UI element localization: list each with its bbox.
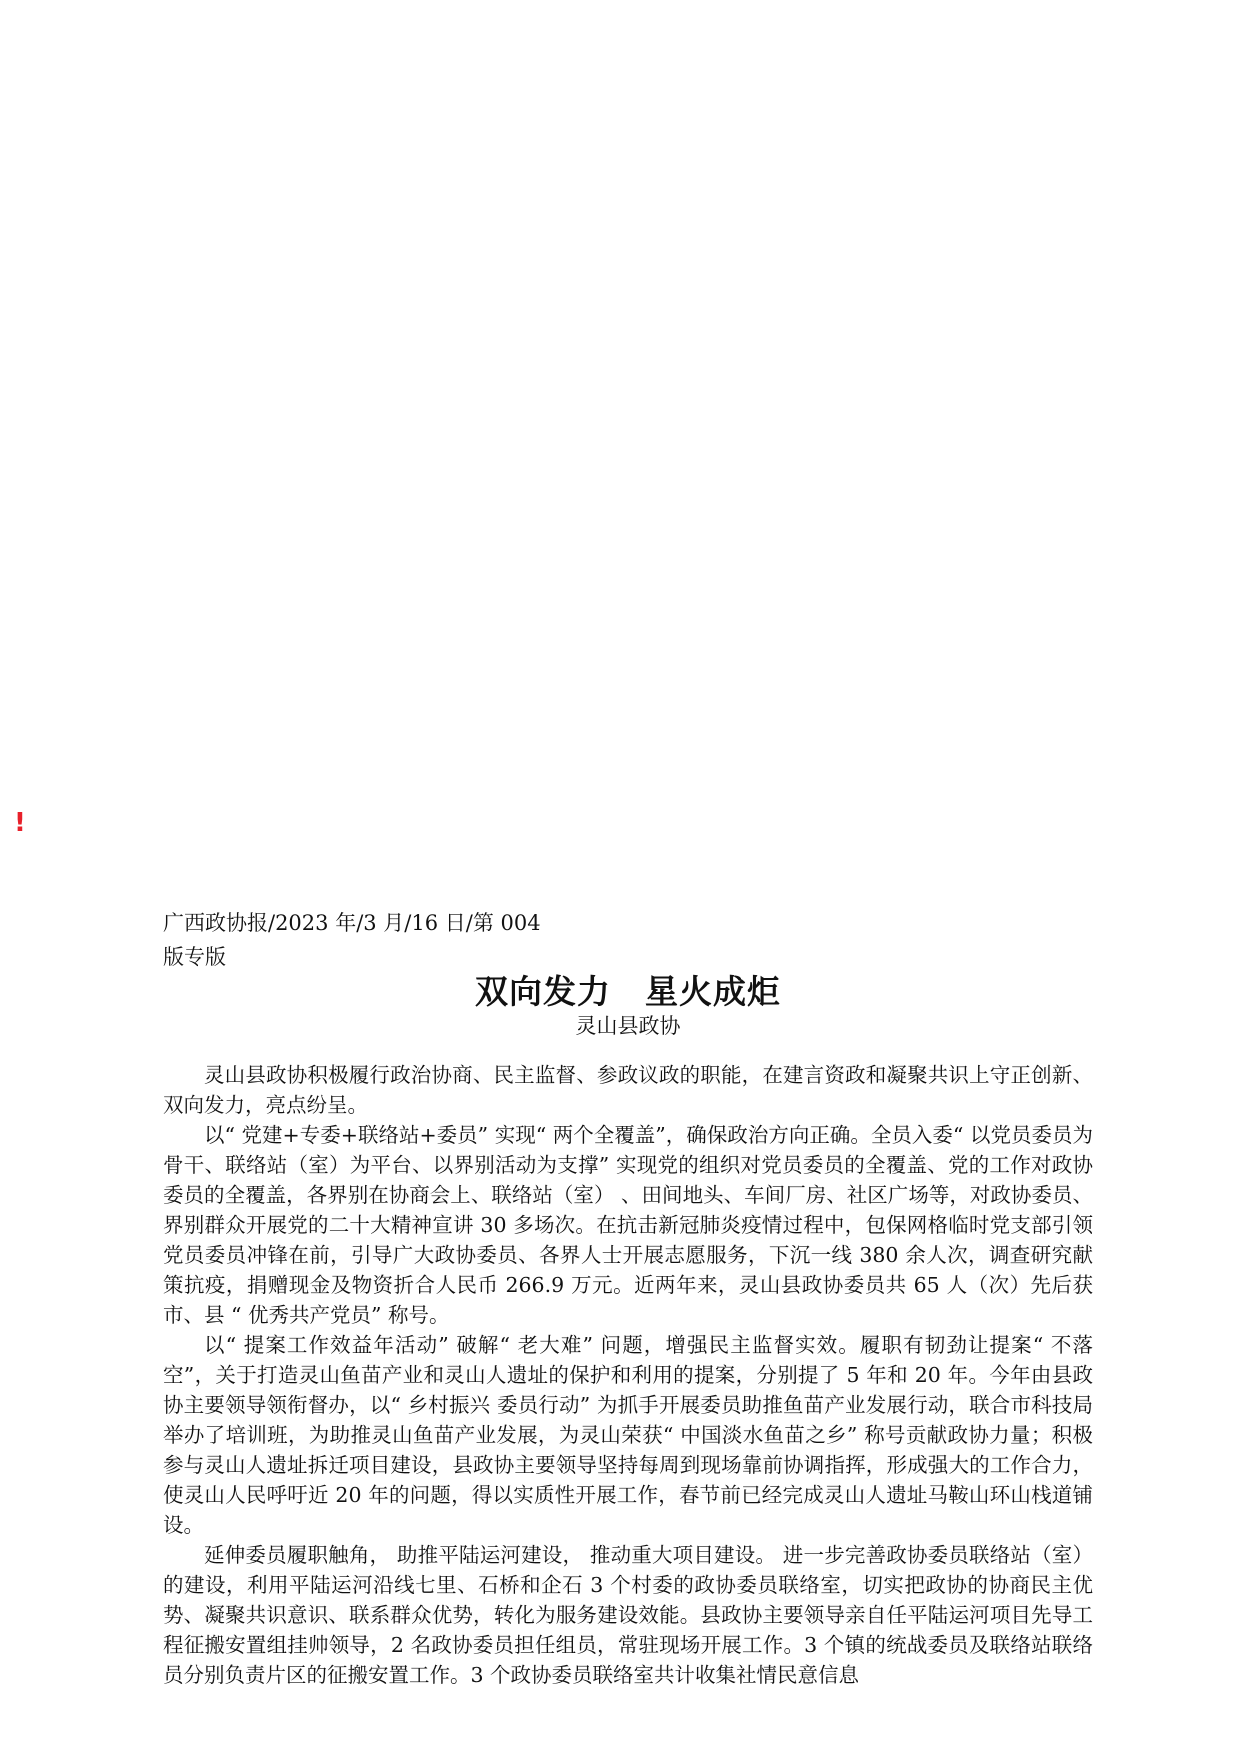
- section-line: 版专版: [163, 945, 226, 969]
- red-exclamation-mark: !: [14, 808, 26, 838]
- article-title: 双向发力 星火成炬: [475, 972, 781, 1011]
- paragraph: 以“ 党建+专委+联络站+委员” 实现“ 两个全覆盖”，确保政治方向正确。全员入委“ 以党员委员为骨干、联络站（室）为平台、以界别活动为支撑” 实现党的组织对党员委员的全覆盖、党的工作对政协委员的全覆盖，各界别在协商会上、联络站（室） 、田间地头、车间厂房、社区广场等，对政协委员、界别群众开展党的二十大精神宣讲 30 多场次。在抗击新冠肺炎疫情过程中，包保网格临时党支部引领党员委员冲锋在前，引导广大政协委员、各界人士开展志愿服务，下沉一线 380 余人次，调查研究献策抗疫，捐赠现金及物资折合人民币 266.9 万元。近两年来，灵山县政协委员共 65 人（次）先后获市、县 “ 优秀共产党员” 称号。: [163, 1123, 1093, 1327]
- paragraph: 灵山县政协积极履行政治协商、民主监督、参政议政的职能，在建言资政和凝聚共识上守正创新、双向发力，亮点纷呈。: [163, 1063, 1093, 1117]
- paragraph: 延伸委员履职触角， 助推平陆运河建设， 推动重大项目建设。 进一步完善政协委员联络站（室）的建设，利用平陆运河沿线七里、石桥和企石 3 个村委的政协委员联络室，切实把政协的协商民主优势、凝聚共识意识、联系群众优势，转化为服务建设效能。县政协主要领导亲自任平陆运河项目先导工程征搬安置组挂帅领导，2 名政协委员担任组员，常驻现场开展工作。3 个镇的统战委员及联络站联络员分别负责片区的征搬安置工作。3 个政协委员联络室共计收集社情民意信息: [163, 1543, 1093, 1687]
- newspaper-header: [163, 906, 541, 974]
- paragraph: 以“ 提案工作效益年活动” 破解“ 老大难” 问题，增强民主监督实效。履职有韧劲让提案“ 不落空”，关于打造灵山鱼苗产业和灵山人遗址的保护和利用的提案，分别提了 5 年和 20 年。今年由县政协主要领导领衔督办，以“ 乡村振兴 委员行动” 为抓手开展委员助推鱼苗产业发展行动，联合市科技局举办了培训班，为助推灵山鱼苗产业发展，为灵山荣获“ 中国淡水鱼苗之乡” 称号贡献政协力量；积极参与灵山人遗址拆迁项目建设，县政协主要领导坚持每周到现场靠前协调指挥，形成强大的工作合力，使灵山人民呼吁近 20 年的问题，得以实质性开展工作，春节前已经完成灵山人遗址马鞍山环山栈道铺设。: [163, 1333, 1093, 1537]
- source-line: 广西政协报/2023 年/3 月/16 日/第 004: [163, 911, 541, 935]
- article-body: [163, 1060, 1093, 1690]
- article-author: 灵山县政协: [575, 1014, 681, 1038]
